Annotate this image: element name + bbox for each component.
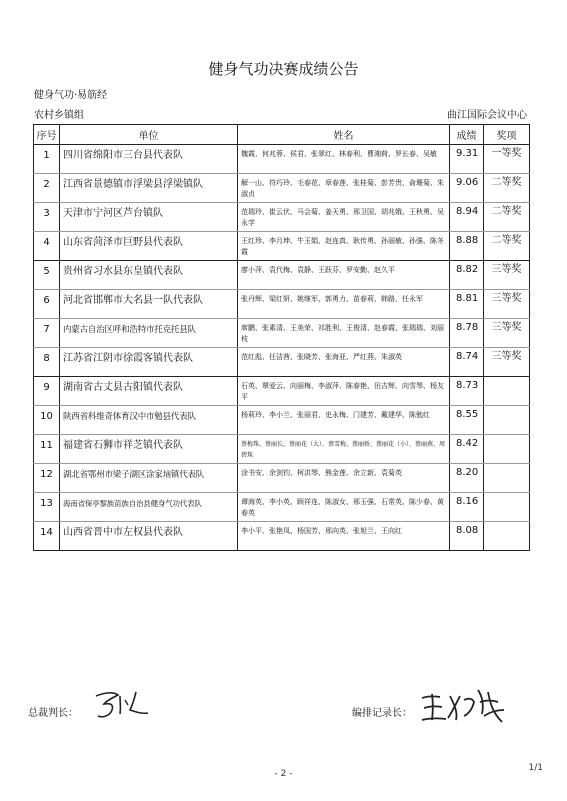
row-seq: 4 <box>34 232 60 261</box>
row-score: 8.88 <box>450 232 484 261</box>
row-names: 蔡梅珠、蔡丽长、蔡丽花（大）、蔡雪梅、蔡丽娇、蔡丽花（小）、蔡丽燕、周碧珠 <box>238 435 450 464</box>
row-names: 解一山、符巧玲、毛春花、章春莲、张桂菊、彭芳贵、俞珊菊、朱淑贞 <box>238 174 450 203</box>
header-names: 姓名 <box>238 125 450 145</box>
row-seq: 9 <box>34 377 60 406</box>
row-unit: 四川省绵阳市三台县代表队 <box>60 145 238 174</box>
row-seq: 12 <box>34 464 60 493</box>
row-score: 8.74 <box>450 348 484 377</box>
table-row <box>34 435 530 464</box>
row-unit: 山西省晋中市左权县代表队 <box>60 522 238 551</box>
row-score: 8.73 <box>450 377 484 406</box>
page-number: - 2 - <box>274 769 293 779</box>
row-unit: 湖北省鄂州市梁子湖区涂家垴镇代表队 <box>60 464 238 493</box>
header-score: 成绩 <box>450 125 484 145</box>
header-unit: 单位 <box>60 125 238 145</box>
venue-name: 曲江国际会议中心 <box>447 110 527 121</box>
row-names: 廖小萍、袁代梅、袁静、王跃芬、罗安勤、赵久平 <box>238 261 450 290</box>
row-names: 魏霞、何兆蓉、侯君、张翠红、林春利、曹湘荷、罗长春、吴敏 <box>238 145 450 174</box>
row-names: 杨莉玲、李小兰、张丽君、史永梅、门建芳、戴建华、陈勉红 <box>238 406 450 435</box>
table-row <box>34 290 530 319</box>
row-names: 范瑞玲、崔云伏、马会菊、姜天勇、邢卫国、胡兆娥、王秋勇、吴永学 <box>238 203 450 232</box>
row-award: 二等奖 <box>484 174 530 203</box>
row-score: 8.42 <box>450 435 484 464</box>
row-names: 李小平、张艳凤、杨国芳、邢向英、张旭兰、王向红 <box>238 522 450 551</box>
row-award: 三等奖 <box>484 290 530 319</box>
row-score: 8.55 <box>450 406 484 435</box>
row-unit: 海南省保亭黎族苗族自治县健身气功代表队 <box>60 493 238 522</box>
row-unit: 江苏省江阴市徐霞客镇代表队 <box>60 348 238 377</box>
row-seq: 11 <box>34 435 60 464</box>
row-seq: 2 <box>34 174 60 203</box>
row-unit: 内蒙古自治区呼和浩特市托克托县队 <box>60 319 238 348</box>
row-seq: 14 <box>34 522 60 551</box>
row-seq: 10 <box>34 406 60 435</box>
row-score: 8.94 <box>450 203 484 232</box>
row-seq: 7 <box>34 319 60 348</box>
row-seq: 3 <box>34 203 60 232</box>
table-row <box>34 203 530 232</box>
row-names: 王红珍、李月坤、牛玉娟、赵连真、耿传勇、孙丽敏、孙强、陈冬霞 <box>238 232 450 261</box>
row-award <box>484 464 530 493</box>
row-seq: 8 <box>34 348 60 377</box>
row-names: 张丹辉、梁红妍、姚继军、郭勇力、苗春莉、韩路、任永军 <box>238 290 450 319</box>
row-seq: 5 <box>34 261 60 290</box>
table-header-row <box>34 125 530 145</box>
row-unit: 江西省景德镇市浮梁县浮梁镇队 <box>60 174 238 203</box>
chief-judge-label: 总裁判长： <box>28 708 78 719</box>
row-award: 二等奖 <box>484 232 530 261</box>
row-score: 9.06 <box>450 174 484 203</box>
row-names: 范红彪、任洁茜、张晓芳、张海亚、严红燕、朱淑英 <box>238 348 450 377</box>
row-award <box>484 522 530 551</box>
page-title: 健身气功决赛成绩公告 <box>208 60 359 78</box>
row-seq: 1 <box>34 145 60 174</box>
table-row <box>34 261 530 290</box>
row-award <box>484 435 530 464</box>
row-names: 石英、覃爱云、向丽梅、李淑萍、陈春艳、田吉辉、向雪琴、杨友平 <box>238 377 450 406</box>
table-row <box>34 174 530 203</box>
row-score: 8.20 <box>450 464 484 493</box>
row-unit: 湖南省古丈县古阳镇代表队 <box>60 377 238 406</box>
table-row <box>34 145 530 174</box>
row-score: 8.78 <box>450 319 484 348</box>
recorder-signature <box>418 682 508 726</box>
header-award: 奖项 <box>484 125 530 145</box>
row-names: 谭海英、李小英、顾祥连、陈淑女、邢玉强、石常英、陈少春、黄春英 <box>238 493 450 522</box>
row-award <box>484 377 530 406</box>
row-seq: 13 <box>34 493 60 522</box>
row-score: 8.16 <box>450 493 484 522</box>
table-row <box>34 493 530 522</box>
chief-judge-signature <box>92 686 152 722</box>
row-award <box>484 493 530 522</box>
table-row <box>34 319 530 348</box>
row-unit: 陕西省科维奇体育汉中市勉县代表队 <box>60 406 238 435</box>
row-unit: 天津市宁河区芦台镇队 <box>60 203 238 232</box>
row-names: 席鹏、张素清、王美荣、祁胜利、王俊清、赵春霞、张瑞瑞、刘丽枝 <box>238 319 450 348</box>
table-row <box>34 464 530 493</box>
row-seq: 6 <box>34 290 60 319</box>
row-award: 三等奖 <box>484 261 530 290</box>
row-unit: 福建省石狮市祥芝镇代表队 <box>60 435 238 464</box>
row-score: 8.81 <box>450 290 484 319</box>
event-name: 健身气功·易筋经 <box>34 90 108 101</box>
row-award: 二等奖 <box>484 203 530 232</box>
row-score: 8.82 <box>450 261 484 290</box>
row-award <box>484 406 530 435</box>
table-row <box>34 348 530 377</box>
results-table <box>33 124 530 551</box>
recorder-label: 编排记录长： <box>352 708 412 719</box>
table-row <box>34 522 530 551</box>
table-row <box>34 406 530 435</box>
table-row <box>34 232 530 261</box>
row-award: 一等奖 <box>484 145 530 174</box>
table-row <box>34 377 530 406</box>
row-unit: 贵州省习水县东皇镇代表队 <box>60 261 238 290</box>
group-name: 农村乡镇组 <box>34 110 84 121</box>
row-unit: 山东省菏泽市巨野县代表队 <box>60 232 238 261</box>
page-count: 1/1 <box>528 763 543 773</box>
row-score: 8.08 <box>450 522 484 551</box>
row-score: 9.31 <box>450 145 484 174</box>
header-seq: 序号 <box>34 125 60 145</box>
row-unit: 河北省邯郸市大名县一队代表队 <box>60 290 238 319</box>
row-award: 三等奖 <box>484 348 530 377</box>
row-names: 涂书安、余剑钧、柯洪琴、熊金莲、余立新、袁菊英 <box>238 464 450 493</box>
row-award: 三等奖 <box>484 319 530 348</box>
